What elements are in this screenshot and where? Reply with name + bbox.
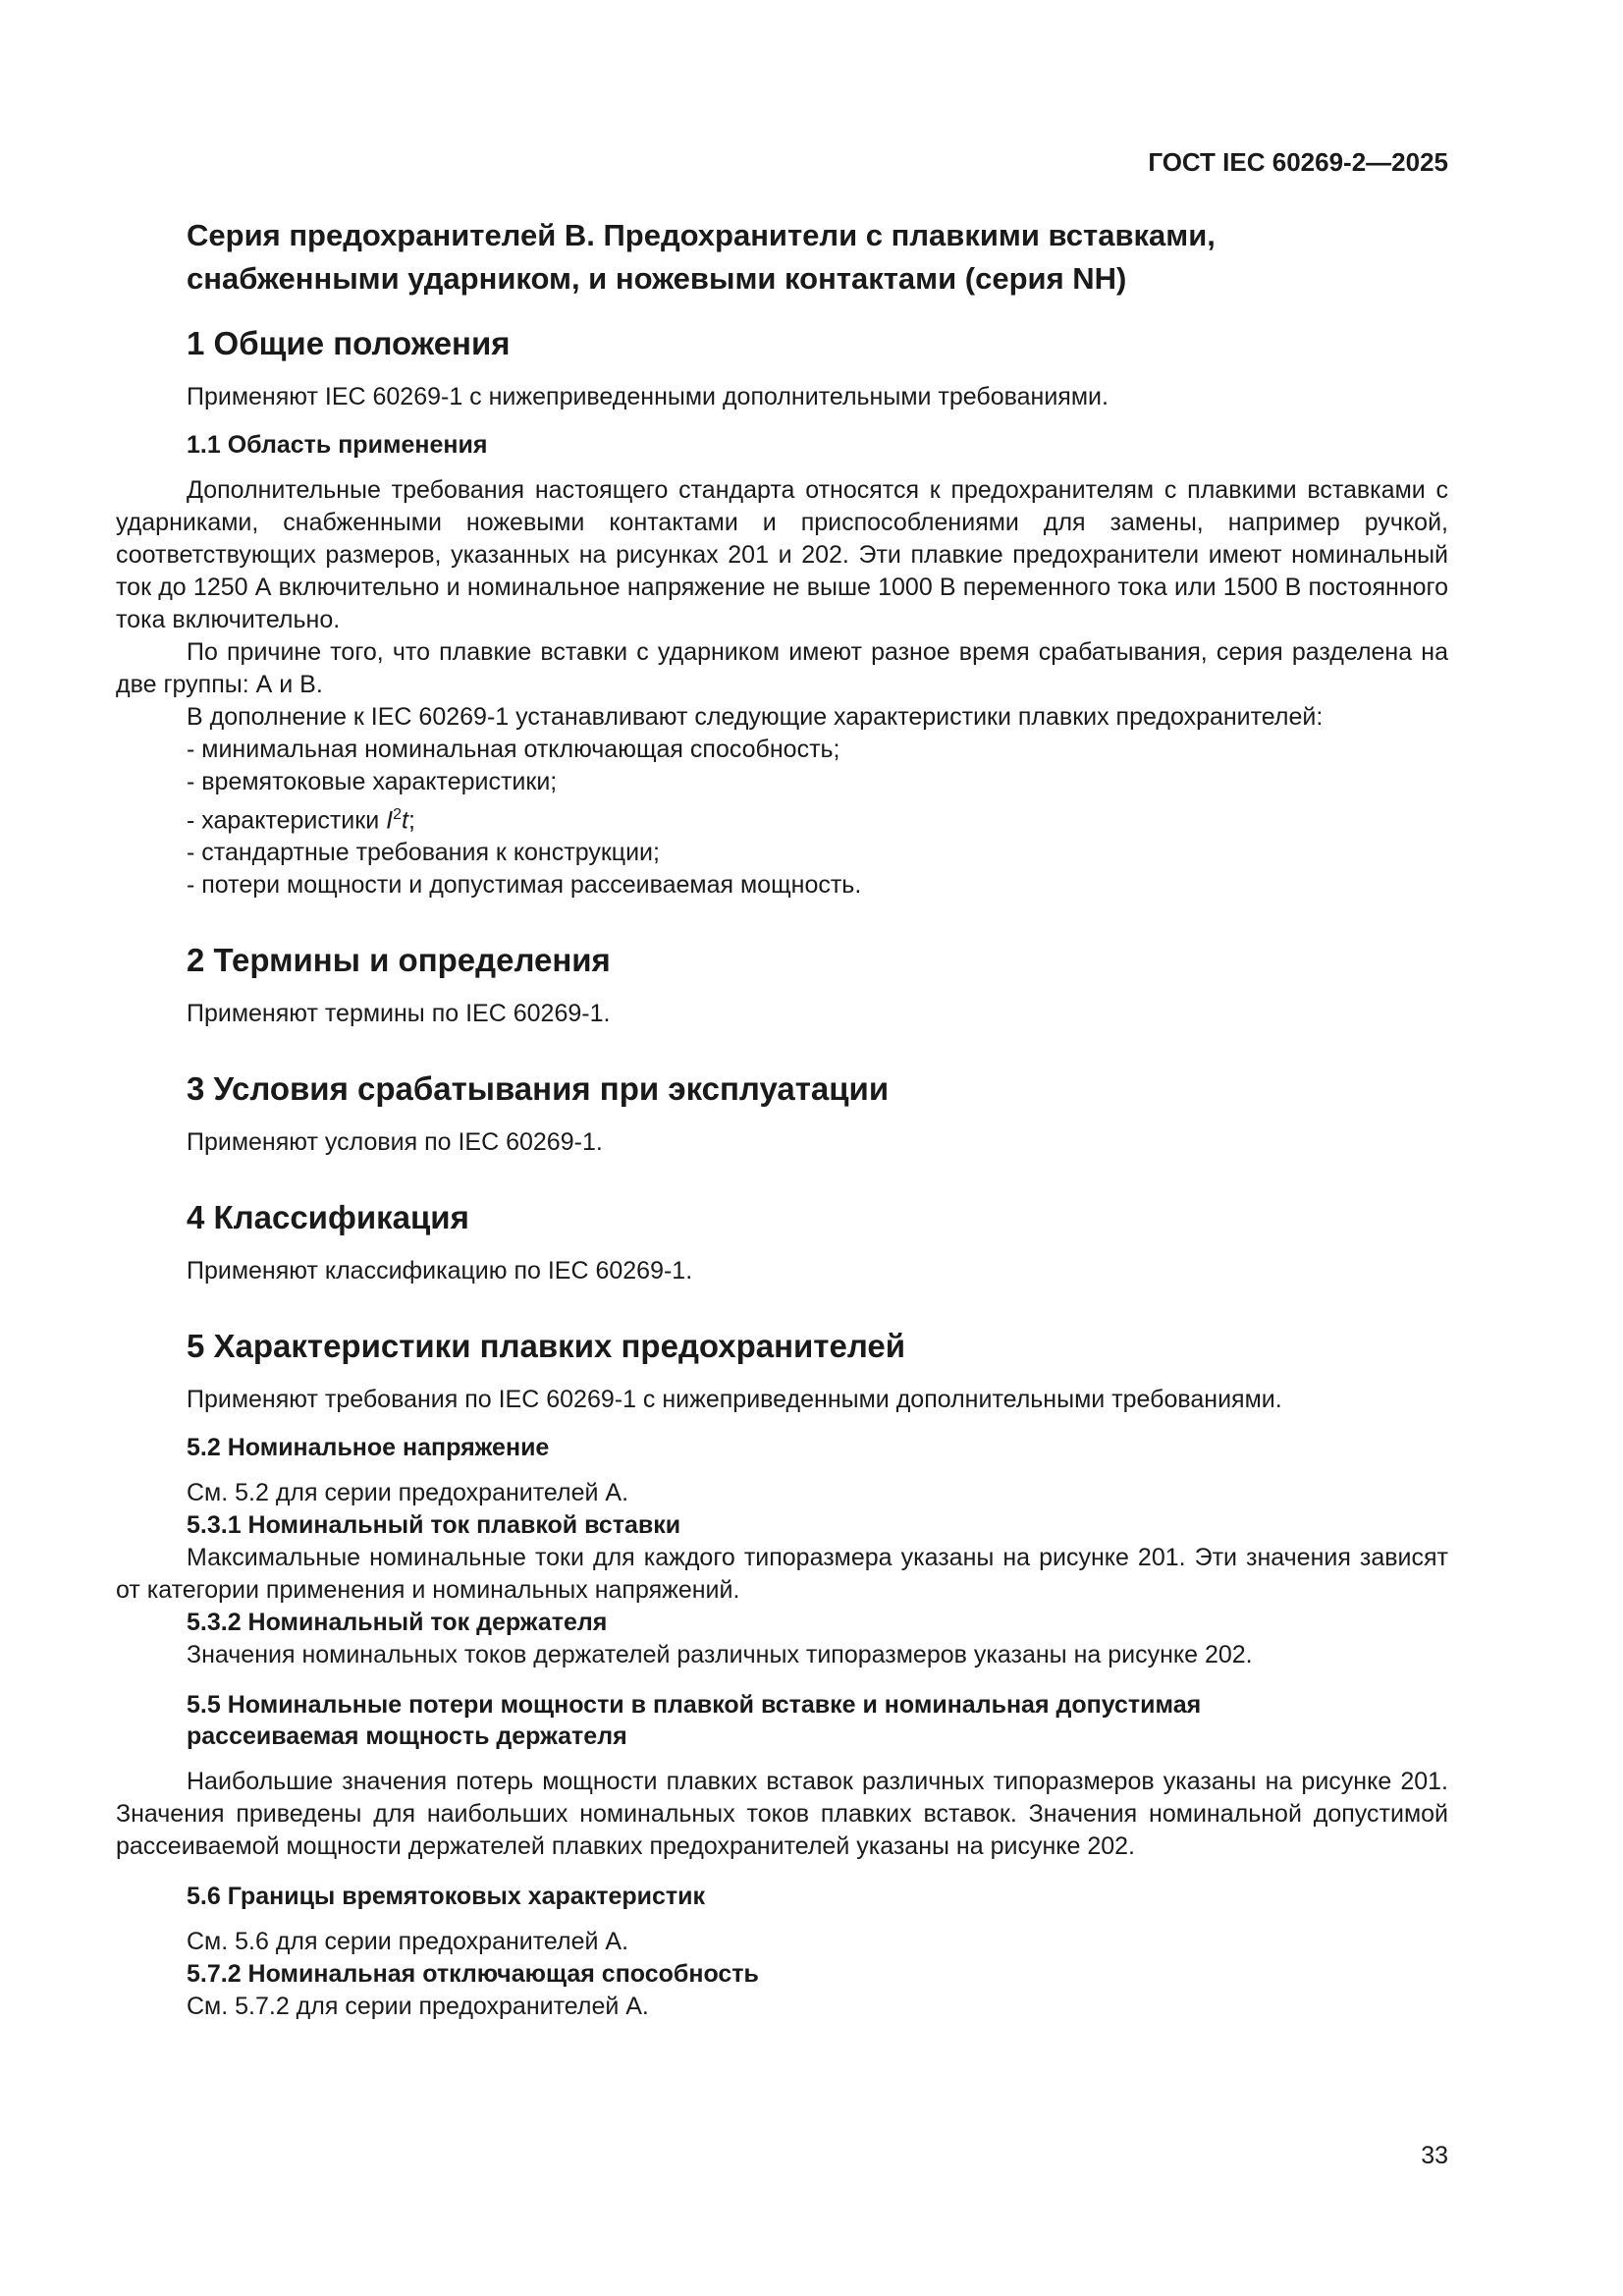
section-3-heading: 3 Условия срабатывания при эксплуатации <box>187 1070 890 1108</box>
section-5-5-heading-line-2: рассеиваемая мощность держателя <box>187 1722 627 1751</box>
section-1-heading: 1 Общие положения <box>187 325 511 361</box>
list-item: - минимальная номинальная отключающая способность; <box>187 736 840 763</box>
series-title-line-1: Серия предохранителей B. Предохранители с плавкими вставками, <box>187 218 1216 252</box>
section-1-1-para-3: В дополнение к IEC 60269-1 устанавливают следующие характеристики плавких предохранителей: <box>187 703 1324 731</box>
section-5-3-2-text: Значения номинальных токов держателей различных типоразмеров указаны на рисунке 202. <box>187 1641 1253 1669</box>
section-5-6-text: См. 5.6 для серии предохранителей А. <box>187 1928 629 1956</box>
list-item-i2t <box>187 798 1448 837</box>
section-1-1-para-2: По причине того, что плавкие вставки с ударником имеют разное время срабатывания, серия разделена на две группы: А и В. <box>116 638 1448 698</box>
list-item: - времятоковые характеристики; <box>187 768 558 795</box>
list-item-i2t-prefix: - характеристики <box>187 806 387 835</box>
i2t-symbol-t: t <box>401 806 408 835</box>
section-4-text: Применяют классификацию по IEC 60269-1. <box>187 1257 693 1285</box>
section-5-3-1-heading: 5.3.1 Номинальный ток плавкой вставки <box>187 1511 681 1540</box>
list-item: - стандартные требования к конструкции; <box>187 839 660 867</box>
section-2-text: Применяют термины по IEC 60269-1. <box>187 1000 611 1028</box>
section-5-5-heading <box>187 1689 1448 1752</box>
i2t-symbol-exponent: 2 <box>393 806 402 823</box>
section-5-heading: 5 Характеристики плавких предохранителей <box>187 1328 905 1365</box>
section-5-7-2-heading: 5.7.2 Номинальная отключающая способность <box>187 1960 759 1989</box>
page-content <box>116 214 1448 2023</box>
list-item-i2t-suffix: ; <box>407 806 415 835</box>
section-5-6-heading: 5.6 Границы времятоковых характеристик <box>187 1883 706 1911</box>
section-5-3-1-text: Максимальные номинальные токи для каждого типоразмера указаны на рисунке 201. Эти значения зависят от категории применения и номинальных напряжений. <box>116 1544 1448 1605</box>
document-number: ГОСТ IEC 60269-2—2025 <box>1148 147 1448 177</box>
section-3-text: Применяют условия по IEC 60269-1. <box>187 1128 603 1157</box>
section-1-text: Применяют IEC 60269-1 с нижеприведенными дополнительными требованиями. <box>187 383 1109 410</box>
section-1-1-heading: 1.1 Область применения <box>187 431 488 459</box>
section-5-3-2-heading: 5.3.2 Номинальный ток держателя <box>187 1609 608 1637</box>
section-5-5-text: Наибольшие значения потерь мощности плавких вставок различных типоразмеров указаны на рисунке 201. Значения приведены для наибольших номинальных токов плавких вставок. Значения номинальной допустимой рассеиваемой мощности держателей плавких предохранителей указаны на рисунке 202. <box>116 1768 1448 1861</box>
section-4-heading: 4 Классификация <box>187 1199 469 1236</box>
i2t-symbol-i: I <box>386 806 394 835</box>
section-5-2-heading: 5.2 Номинальное напряжение <box>187 1434 550 1462</box>
list-item: - потери мощности и допустимая рассеиваемая мощность. <box>187 871 862 900</box>
section-2-heading: 2 Термины и определения <box>187 942 611 979</box>
section-5-text: Применяют требования по IEC 60269-1 с нижеприведенными дополнительными требованиями. <box>187 1386 1282 1414</box>
section-1-1-para-1: Дополнительные требования настоящего стандарта относятся к предохранителям с плавкими вставками с ударниками, снабженными ножевыми контактами и приспособлениями для замены, например ручкой, соответствующих размеров, указанных на рисунках 201 и 202. Эти плавкие предохранители имеют номинальный ток до 1250 А включительно и номинальное напряжение не выше 1000 В переменного тока или 1500 В постоянного тока включительно. <box>116 476 1448 633</box>
section-5-2-text: См. 5.2 для серии предохранителей А. <box>187 1479 629 1507</box>
section-5-7-2-text: См. 5.7.2 для серии предохранителей А. <box>187 1993 649 2021</box>
series-title <box>187 214 1448 301</box>
section-5-5-heading-line-1: 5.5 Номинальные потери мощности в плавкой вставке и номинальная допустимая <box>187 1691 1202 1720</box>
page-number: 33 <box>1421 2142 1448 2169</box>
series-title-line-2: снабженными ударником, и ножевыми контактами (серия NH) <box>187 261 1127 296</box>
